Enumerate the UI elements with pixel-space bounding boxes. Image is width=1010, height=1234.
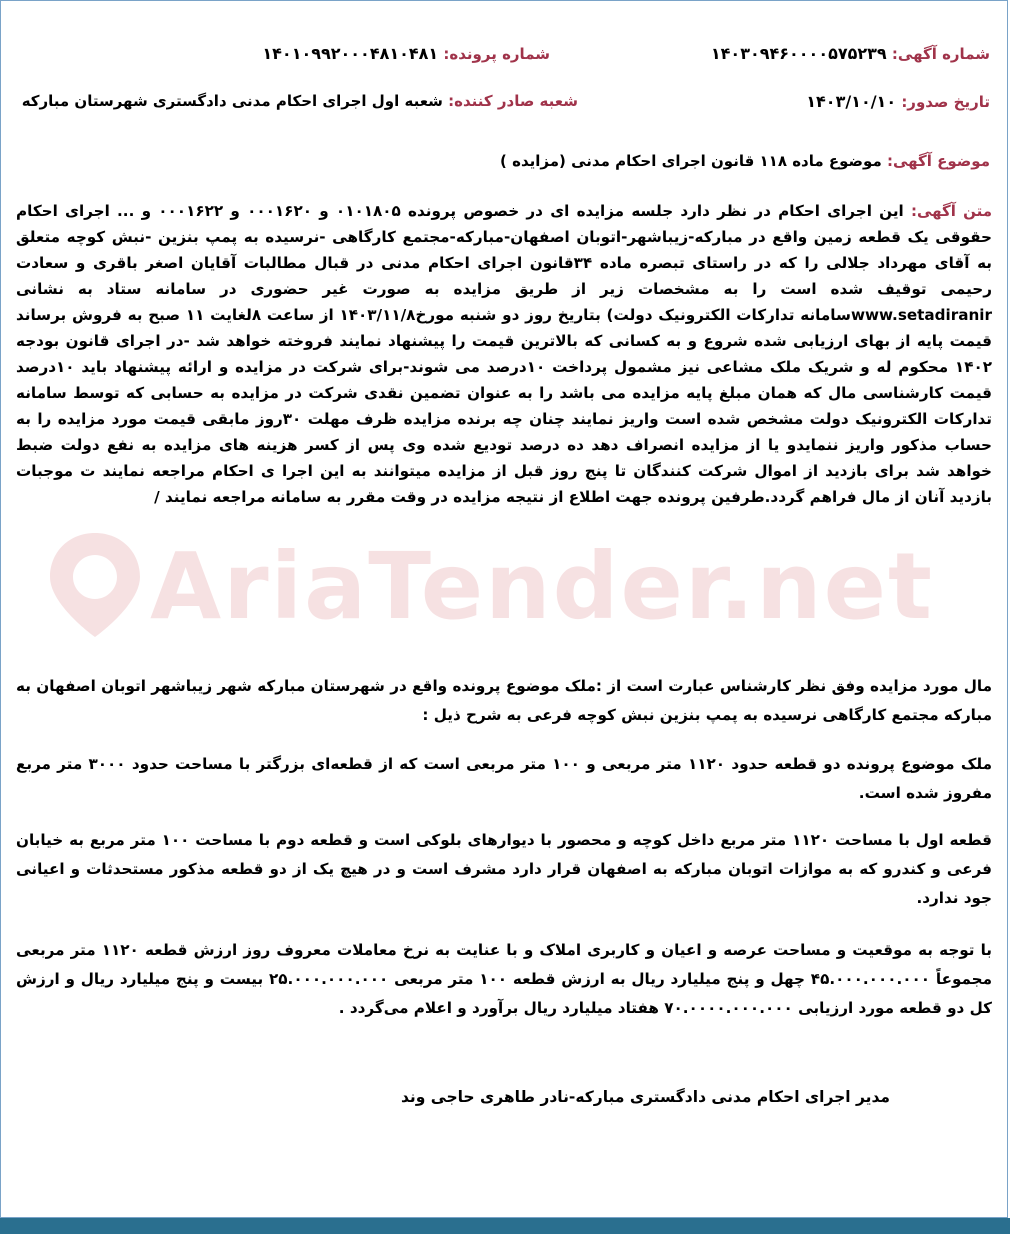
subject — [500, 152, 990, 170]
issuer-value: شعبه اول اجرای احکام مدنی دادگستری شهرستان مبارکه — [21, 92, 443, 110]
signature: مدیر اجرای احکام مدنی دادگستری مبارکه-نادر طاهری حاجی وند — [400, 1088, 890, 1106]
paragraph-parcel-details: قطعه اول با مساحت ۱۱۲۰ متر مربع داخل کوچه و محصور با دیوارهای بلوکی است و قطعه دوم با مساحت ۱۰۰ متر مربع به خیابان فرعی و کندرو که به موازات اتوبان مبارکه به اصفهان قرار دارد مشرف است و در هیچ یک از دو قطعه مذکور مستحدثات و اعیانی جود ندارد. — [16, 831, 992, 907]
case-number-label: شماره پرونده: — [443, 45, 550, 63]
paragraph-parcels: ملک موضوع پرونده دو قطعه حدود ۱۱۲۰ متر مربعی و ۱۰۰ متر مربعی است که از قطعه‌ای بزرگتر با مساحت حدود ۳۰۰۰ متر مربع مفروز شده است. — [16, 755, 992, 802]
issue-date — [806, 92, 990, 111]
ad-number — [711, 44, 990, 63]
ad-number-label: شماره آگهی: — [891, 45, 990, 63]
subject-value: موضوع ماده ۱۱۸ قانون اجرای احکام مدنی (مزایده ) — [500, 152, 882, 170]
notice-text-label: متن آگهی: — [910, 202, 993, 220]
notice-body-text: این اجرای احکام در نظر دارد جلسه مزایده ای در خصوص پرونده ۰۱۰۱۸۰۵ و ۰۰۰۱۶۲۰ و ۰۰۰۱۶۲۲ و ... اجرای احکام حقوقی یک قطعه زمین واقع در مبارکه-زیباشهر-اتوبان اصفهان-مبارکه-مجتمع کارگاهی -نرسیده به پمپ بنزین -نبش کوچه متعلق به آقای مهرداد جلالی را که در راستای تبصره ماده ۳۴قانون اجرای احکام مدنی در قبال مطالبات آقایان اصغر باقری و سعادت رحیمی توقیف شده است را به مشخصات زیر از طریق مزایده به صورت غیر حضوری در سامانه ستاد به نشانی www.setadiranirسامانه تدارکات الکترونیک دولت) بتاریخ روز دو شنبه مورخ۱۴۰۳/۱۱/۸ از ساعت ۸لغایت ۱۱ صبح به فروش برساند قیمت پایه از بهای ارزیابی شده شروع و به کسانی که بالاترین قیمت را پیشنهاد نمایند فروخته خواهد شد -در اجرای قانون بودجه ۱۴۰۲ محکوم له و شریک ملک مشاعی نیز مشمول پرداخت ۱۰درصد می شوند-برای شرکت در مزایده و ارائه پیشنهاد باید ۱۰درصد قیمت کارشناسی مال که همان مبلغ پایه مزایده می باشد را به عنوان تضمین نقدی شرکت در مزایده به حسابی که توسط سامانه تدارکات الکترونیک دولت مشخص شده است واریز نمایند چنان چه برنده مزایده ظرف مهلت ۳۰روز مابقی قیمت مورد مزایده را به حساب مذکور واریز ننمایدو یا از مزایده انصراف دهد ده درصد توديع شده وی پس از کسر هزینه های مزایده به نفع دولت ضبط خواهد شد برای بازدید از اموال شرکت کنندگان تا پنج روز قبل از مزایده میتوانند به این اجرا ی احکام مراجعه نمایند ت موجبات بازدید آنان از مال فراهم گردد.طرفین پرونده جهت اطلاع از نتیجه مزایده در وقت مقرر به سامانه مراجعه نمایند / — [16, 202, 993, 506]
issue-date-value: ۱۴۰۳/۱۰/۱۰ — [806, 92, 897, 111]
watermark-text: AriaTender.net — [150, 533, 934, 640]
paragraph-property: مال مورد مزایده وفق نظر کارشناس عبارت است از :ملک موضوع پرونده واقع در شهرستان مبارکه شهر زیباشهر اتوبان اصفهان به مبارکه مجتمع کارگاهی نرسیده به پمپ بنزین نبش کوچه فرعی به شرح ذیل : — [16, 677, 992, 724]
case-number — [262, 44, 550, 63]
issuer — [22, 92, 578, 110]
case-number-value: ۱۴۰۱۰۹۹۲۰۰۰۴۸۱۰۴۸۱ — [262, 44, 439, 63]
subject-label: موضوع آگهی: — [886, 152, 990, 170]
ad-number-value: ۱۴۰۳۰۹۴۶۰۰۰۰۵۷۵۲۳۹ — [710, 44, 887, 63]
issue-date-label: تاریخ صدور: — [901, 93, 990, 111]
paragraph-valuation: با توجه به موقعیت و مساحت عرصه و اعیان و کاربری املاک و با عنایت به نرخ معاملات معروف روز ارزش قطعه ۱۱۲۰ متر مربعی مجموعاً ۴۵.۰۰۰.۰۰۰.۰۰۰ چهل و پنج میلیارد ریال به ارزش قطعه ۱۰۰ متر مربعی ۲۵.۰۰۰.۰۰۰.۰۰۰ بیست و پنج میلیارد ریال و ارزش کل دو قطعه مورد ارزیابی ۷۰.۰۰۰۰.۰۰۰.۰۰۰ هفتاد میلیارد ریال برآورد و اعلام می‌گردد . — [16, 941, 993, 1017]
notice-body — [16, 198, 992, 510]
bottom-bar — [0, 1218, 1010, 1234]
issuer-label: شعبه صادر کننده: — [448, 92, 578, 110]
